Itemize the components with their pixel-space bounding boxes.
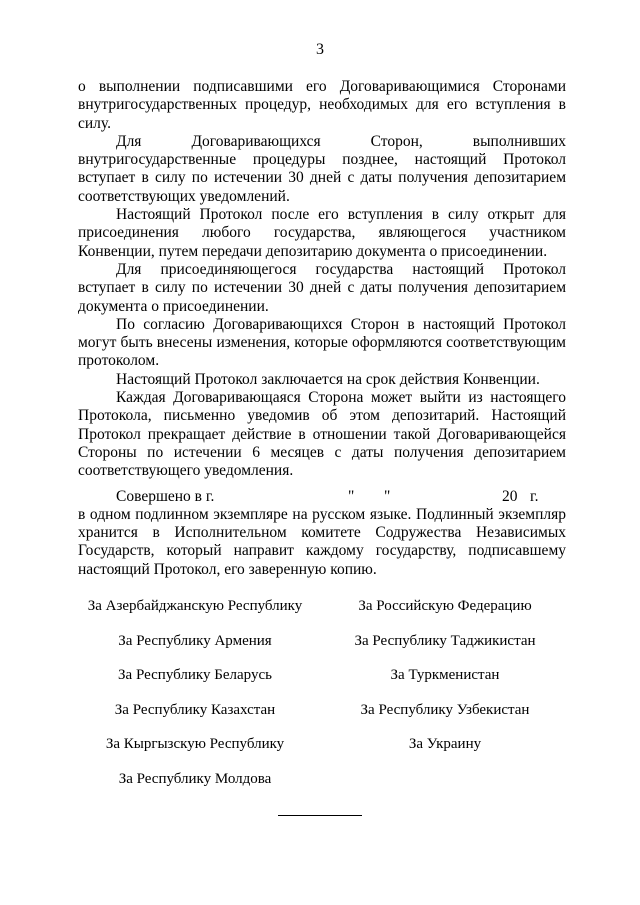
paragraph: Настоящий Протокол после его вступления в силу открыт для присоединения любого государства, являющегося участником Конвенции, путем передачи депозитарию документа о присоединении. xyxy=(78,206,566,260)
signatory: За Азербайджанскую Республику xyxy=(87,598,303,614)
end-divider xyxy=(278,815,362,816)
paragraph: Настоящий Протокол заключается на срок действия Конвенции. xyxy=(116,370,540,388)
completion-line xyxy=(78,488,566,506)
signatory: За Республику Казахстан xyxy=(114,701,276,718)
completion-text: в одном подлинном экземпляре на русском языке. Подлинный экземпляр хранится в Исполнительном комитете Содружества Независимых Государств, который направит каждому государству, подписавшему настоящий Протокол, его заверенную копию. xyxy=(78,505,566,578)
signatory: За Украину xyxy=(408,736,482,753)
signatory: За Республику Армения xyxy=(118,632,272,649)
year-prefix: 20 xyxy=(502,487,518,505)
signatures-right-column xyxy=(320,597,570,770)
paragraph: Для присоединяющегося государства настоящий Протокол вступает в силу по истечении 30 дней с даты получения депозитарием документа о присоединении. xyxy=(78,260,566,315)
document-body xyxy=(78,78,566,579)
paragraph: о выполнении подписавшими его Договаривающимися Сторонами внутригосударственных процедур, необходимых для его вступления в силу. xyxy=(78,78,566,132)
year-suffix: г. xyxy=(530,487,539,505)
paragraph: Для Договаривающихся Сторон, выполнивших внутригосударственные процедуры позднее, настоящий Протокол вступает в силу по истечении 30 дней с даты получения депозитарием соответствующих уведомлений. xyxy=(78,132,566,205)
quote-open: " xyxy=(348,487,355,505)
page-number: 3 xyxy=(316,41,324,58)
completion-clause xyxy=(78,488,566,579)
signatory: За Республику Молдова xyxy=(118,770,272,787)
paragraph: По согласию Договаривающихся Сторон в настоящий Протокол могут быть внесены изменения, которые оформляются соответствующим протоколом. xyxy=(78,315,566,370)
quote-close: " xyxy=(384,487,391,505)
signatory: За Кыргызскую Республику xyxy=(105,736,285,753)
signatory: За Республику Беларусь xyxy=(118,667,272,684)
signatory: За Республику Узбекистан xyxy=(360,701,530,718)
paragraph: Каждая Договаривающаяся Сторона может выйти из настоящего Протокола, письменно уведомив об этом депозитарий. Настоящий Протокол прекращает действие в отношении такой Договаривающейся Стороны по истечении 6 месяцев с даты получения депозитарием соответствующего уведомления. xyxy=(78,389,566,480)
signatures-left-column xyxy=(70,597,320,805)
signatory: За Российскую Федерацию xyxy=(358,598,532,614)
done-in-text: Совершено в г. xyxy=(116,487,215,505)
signatory: За Республику Таджикистан xyxy=(354,632,536,649)
signatory: За Туркменистан xyxy=(390,667,500,684)
